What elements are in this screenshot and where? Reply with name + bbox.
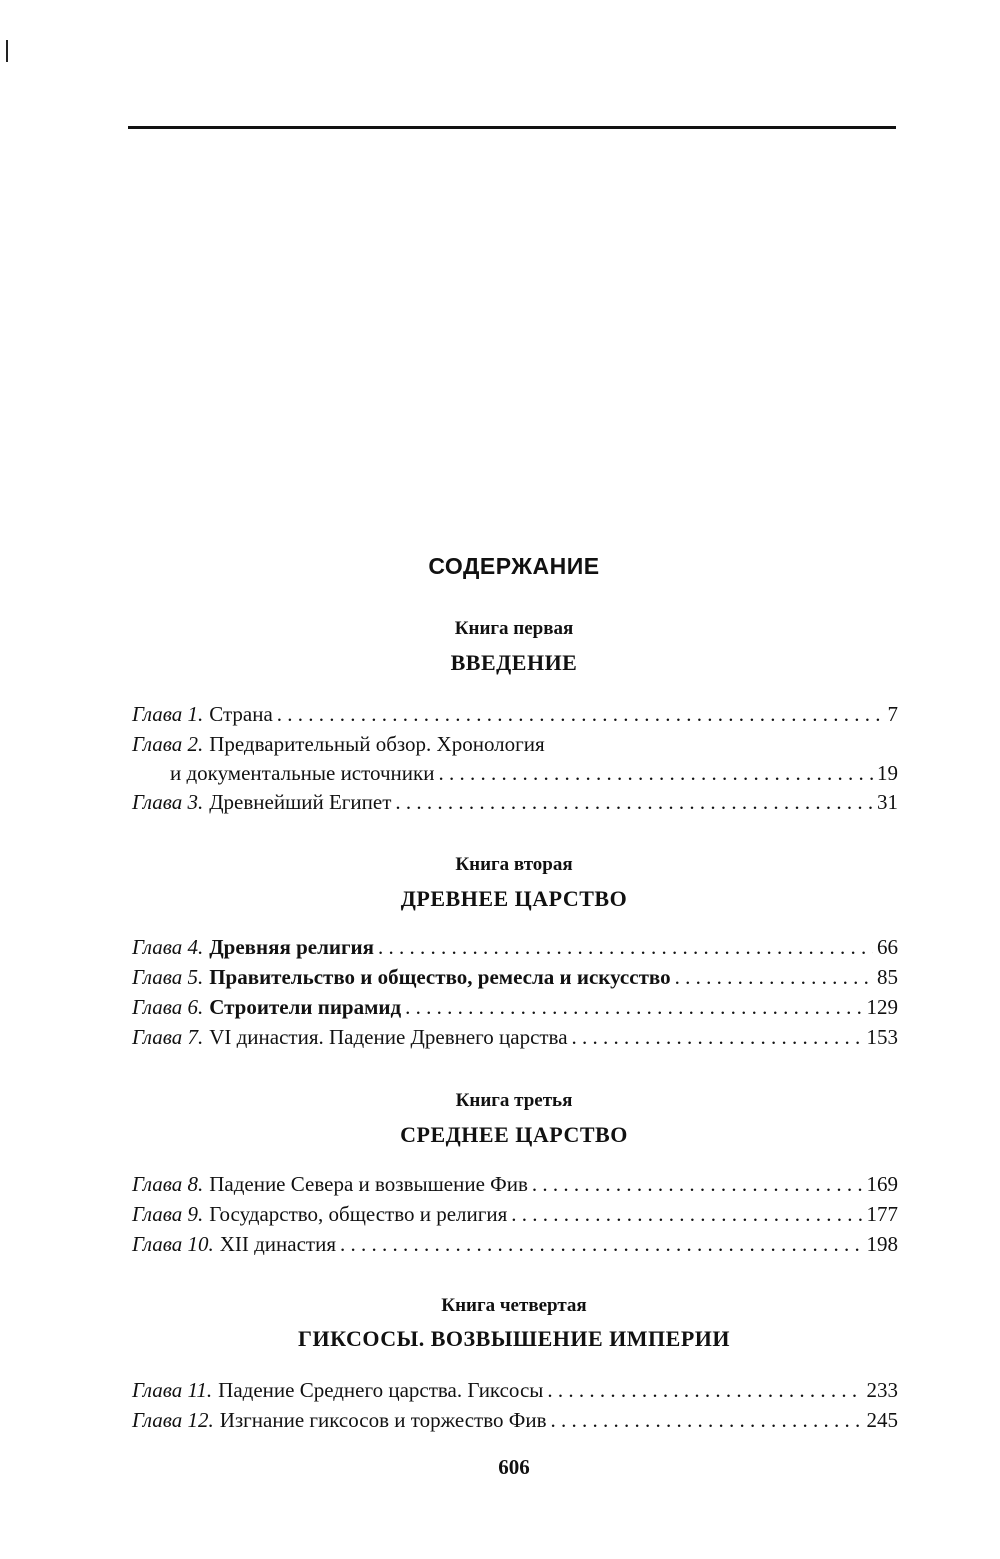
chapter-label: Глава 12. xyxy=(132,1408,214,1432)
chapter-title: Предварительный обзор. Хронология xyxy=(209,732,545,756)
chapter-label: Глава 8. xyxy=(132,1172,204,1196)
chapter-label: Глава 7. xyxy=(132,1025,204,1049)
dot-leader xyxy=(378,933,873,962)
part-title: ДРЕВНЕЕ ЦАРСТВО xyxy=(400,886,628,911)
chapter-title: VI династия. Падение Древнего царства xyxy=(209,1025,568,1049)
toc-entry[interactable] xyxy=(132,1170,898,1199)
chapter-title: Падение Севера и возвышение Фив xyxy=(209,1172,528,1196)
toc-entry[interactable] xyxy=(132,993,898,1022)
part-title: ГИКСОСЫ. ВОЗВЫШЕНИЕ ИМПЕРИИ xyxy=(297,1326,730,1351)
toc-title: СОДЕРЖАНИЕ xyxy=(428,553,600,579)
part-title: ВВЕДЕНИЕ xyxy=(450,650,578,675)
toc-entry[interactable] xyxy=(132,788,898,817)
chapter-page: 153 xyxy=(866,1025,898,1049)
toc-entry[interactable] xyxy=(132,1230,898,1259)
chapter-label: Глава 9. xyxy=(132,1202,204,1226)
chapter-title-continuation: и документальные источники xyxy=(170,761,435,785)
chapter-label: Глава 4. xyxy=(132,935,204,959)
chapter-label: Глава 2. xyxy=(132,732,204,756)
dot-leader xyxy=(277,700,884,729)
chapter-label: Глава 3. xyxy=(132,790,204,814)
chapter-title: Строители пирамид xyxy=(209,995,402,1019)
chapter-page: 7 xyxy=(887,702,898,726)
dot-leader xyxy=(675,963,873,992)
chapter-page: 233 xyxy=(866,1378,898,1402)
chapter-label: Глава 6. xyxy=(132,995,204,1019)
book-label: Книга первая xyxy=(454,618,574,639)
chapter-page: 85 xyxy=(877,965,898,989)
chapter-label: Глава 10. xyxy=(132,1232,214,1256)
dot-leader xyxy=(532,1170,863,1199)
chapter-label: Глава 11. xyxy=(132,1378,213,1402)
dot-leader xyxy=(340,1230,863,1259)
toc-entry[interactable] xyxy=(132,730,898,759)
chapter-label: Глава 1. xyxy=(132,702,204,726)
dot-leader xyxy=(547,1376,862,1405)
toc-entry[interactable] xyxy=(132,933,898,962)
chapter-title: Страна xyxy=(209,702,273,726)
chapter-page: 177 xyxy=(866,1202,898,1226)
chapter-label: Глава 5. xyxy=(132,965,204,989)
chapter-page: 31 xyxy=(877,790,898,814)
chapter-title: Государство, общество и религия xyxy=(209,1202,508,1226)
chapter-title: Падение Среднего царства. Гиксосы xyxy=(218,1378,544,1402)
chapter-page: 66 xyxy=(877,935,898,959)
dot-leader xyxy=(438,759,873,788)
dot-leader xyxy=(572,1023,863,1052)
scan-edge-mark xyxy=(6,40,8,62)
dot-leader xyxy=(405,993,862,1022)
toc-entry[interactable] xyxy=(132,1023,898,1052)
toc-entry[interactable] xyxy=(170,759,898,788)
chapter-title: Древнейший Египет xyxy=(209,790,392,814)
chapter-page: 169 xyxy=(866,1172,898,1196)
header-rule xyxy=(128,126,896,129)
book-label: Книга вторая xyxy=(455,854,573,875)
toc-entry[interactable] xyxy=(132,700,898,729)
chapter-title: XII династия xyxy=(219,1232,336,1256)
chapter-page: 245 xyxy=(866,1408,898,1432)
toc-entry[interactable] xyxy=(132,1200,898,1229)
dot-leader xyxy=(551,1406,863,1435)
chapter-title: Изгнание гиксосов и торжество Фив xyxy=(219,1408,547,1432)
toc-entry[interactable] xyxy=(132,1376,898,1405)
book-label: Книга третья xyxy=(455,1090,573,1111)
toc-entry[interactable] xyxy=(132,1406,898,1435)
dot-leader xyxy=(395,788,873,817)
toc-entry[interactable] xyxy=(132,963,898,992)
book-label: Книга четвертая xyxy=(441,1295,587,1316)
part-title: СРЕДНЕЕ ЦАРСТВО xyxy=(400,1122,628,1147)
dot-leader xyxy=(511,1200,862,1229)
chapter-page: 129 xyxy=(866,995,898,1019)
chapter-page: 19 xyxy=(877,761,898,785)
chapter-title: Правительство и общество, ремесла и искусство xyxy=(209,965,671,989)
page-number: 606 xyxy=(498,1455,530,1479)
chapter-page: 198 xyxy=(866,1232,898,1256)
chapter-title: Древняя религия xyxy=(209,935,374,959)
